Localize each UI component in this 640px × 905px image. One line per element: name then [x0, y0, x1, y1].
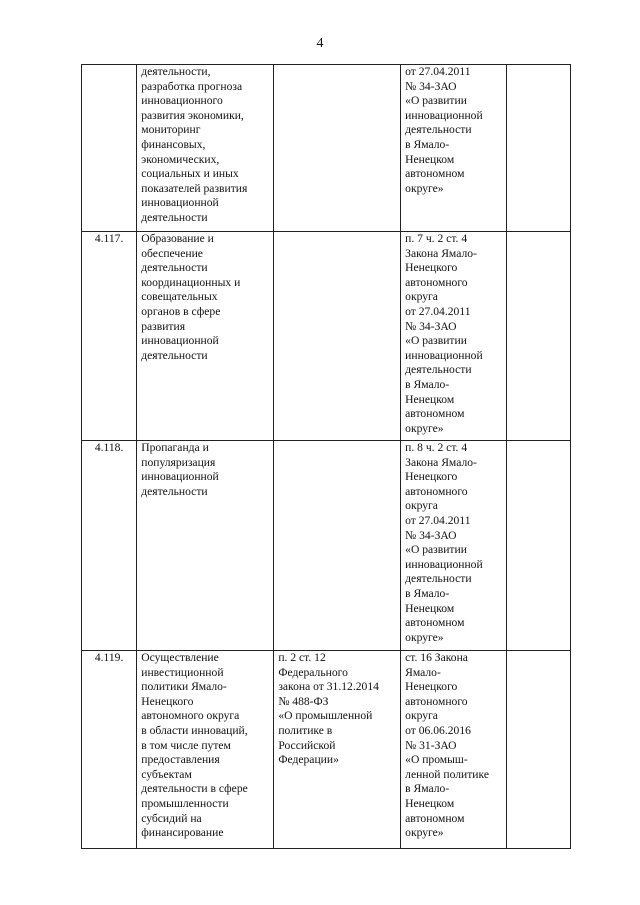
text-line: инновационной — [405, 348, 483, 362]
text-line: Российской — [278, 738, 336, 752]
federal-law-cell — [274, 441, 401, 651]
federal-law-cell — [274, 232, 401, 441]
text-line: политике в — [278, 723, 333, 737]
text-line: инновационной — [141, 196, 219, 210]
text-line: субъектам — [141, 767, 192, 781]
text-line: № 34-ЗАО — [405, 79, 457, 93]
text-line: органов в сфере — [141, 304, 221, 318]
text-line: № 34-ЗАО — [405, 319, 457, 333]
text-line: промышленности — [141, 796, 229, 810]
text-line: совещательных — [141, 290, 218, 304]
text-line: в Ямало- — [405, 377, 450, 391]
row-number-cell: 4.119. — [82, 651, 137, 849]
text-line: инновационной — [405, 557, 483, 571]
text-line: субсидий на — [141, 811, 202, 825]
regional-law-cell — [401, 651, 506, 849]
text-line: автономном — [405, 811, 465, 825]
text-line: Ненецком — [405, 392, 455, 406]
text-line: инновационной — [405, 108, 483, 122]
power-name-cell — [137, 65, 274, 232]
text-line: деятельности — [405, 363, 472, 377]
extra-cell — [506, 65, 570, 232]
text-line: округе» — [405, 421, 444, 435]
row-number-cell: 4.118. — [82, 441, 137, 651]
text-line: автономном — [405, 167, 465, 181]
text-line: закона от 31.12.2014 — [278, 680, 379, 694]
text-line: разработка прогноза — [141, 79, 243, 93]
page-number: 4 — [316, 36, 324, 51]
row-number-cell: 4.117. — [82, 232, 137, 441]
regional-law-cell — [401, 65, 506, 232]
text-line: в области инноваций, — [141, 723, 248, 737]
text-line: в Ямало- — [405, 137, 450, 151]
extra-cell — [506, 651, 570, 849]
text-line: п. 7 ч. 2 ст. 4 — [405, 232, 468, 245]
text-line: «О развитии — [405, 94, 467, 108]
text-line: ст. 16 Закона — [405, 651, 468, 664]
text-line: популяризация — [141, 455, 216, 469]
text-line: Ненецком — [405, 796, 455, 810]
text-line: деятельности — [141, 261, 208, 275]
text-line: округе» — [405, 826, 444, 840]
table-row — [82, 651, 571, 849]
power-name-cell — [137, 441, 274, 651]
text-line: развития — [141, 319, 186, 333]
text-line: в Ямало- — [405, 782, 450, 796]
text-line: экономических, — [141, 152, 220, 166]
federal-law-cell — [274, 65, 401, 232]
text-line: округа — [405, 499, 438, 513]
text-line: автономного — [405, 694, 468, 708]
text-line: округа — [405, 709, 438, 723]
text-line: округа — [405, 290, 438, 304]
text-line: автономного — [405, 275, 468, 289]
text-line: «О промыш- — [405, 753, 468, 767]
text-line: № 31-ЗАО — [405, 738, 457, 752]
text-line: Ненецкого — [405, 261, 458, 275]
table-row — [82, 441, 571, 651]
extra-cell — [506, 232, 570, 441]
regional-law-cell — [401, 441, 506, 651]
extra-cell — [506, 441, 570, 651]
text-line: в Ямало- — [405, 586, 450, 600]
text-line: деятельности — [141, 210, 208, 224]
text-line: округе» — [405, 630, 444, 644]
text-line: Федерации» — [278, 753, 339, 767]
text-line: показателей развития — [141, 181, 248, 195]
text-line: п. 8 ч. 2 ст. 4 — [405, 441, 468, 454]
text-line: Ненецкого — [405, 470, 458, 484]
text-line: финансирование — [141, 826, 224, 840]
table-row — [82, 65, 571, 232]
text-line: «О промышленной — [278, 709, 373, 723]
table-row — [82, 232, 571, 441]
text-line: Ненецком — [405, 152, 455, 166]
text-line: Ненецком — [405, 601, 455, 615]
text-line: деятельности — [141, 484, 208, 498]
text-line: деятельности — [141, 348, 208, 362]
text-line: обеспечение — [141, 246, 203, 260]
text-line: Осуществление — [141, 651, 219, 664]
federal-law-cell — [274, 651, 401, 849]
row-number-cell — [82, 65, 137, 232]
text-line: Образование и — [141, 232, 214, 245]
text-line: автономном — [405, 616, 465, 630]
text-line: в том числе путем — [141, 738, 231, 752]
text-line: Закона Ямало- — [405, 246, 477, 260]
text-line: от 27.04.2011 — [405, 65, 471, 78]
power-name-cell — [137, 232, 274, 441]
text-line: от 27.04.2011 — [405, 304, 471, 318]
text-line: «О развитии — [405, 334, 467, 348]
text-line: Ненецкого — [141, 694, 194, 708]
text-line: Федерального — [278, 665, 348, 679]
text-line: от 27.04.2011 — [405, 513, 471, 527]
text-line: социальных и иных — [141, 167, 239, 181]
text-line: № 488-ФЗ — [278, 694, 329, 708]
text-line: координационных и — [141, 275, 241, 289]
power-name-cell — [137, 651, 274, 849]
text-line: развития экономики, — [141, 108, 244, 122]
text-line: политики Ямало- — [141, 680, 227, 694]
text-line: инновационной — [141, 470, 219, 484]
text-line: Ненецкого — [405, 680, 458, 694]
text-line: п. 2 ст. 12 — [278, 651, 326, 664]
regional-law-cell — [401, 232, 506, 441]
text-line: инновационного — [141, 94, 223, 108]
text-line: Закона Ямало- — [405, 455, 477, 469]
text-line: мониторинг — [141, 123, 201, 137]
text-line: деятельности, — [141, 65, 211, 78]
text-line: инвестиционной — [141, 665, 224, 679]
text-line: автономного округа — [141, 709, 240, 723]
text-line: «О развитии — [405, 543, 467, 557]
competencies-table — [81, 64, 571, 849]
text-line: Ямало- — [405, 665, 441, 679]
text-line: предоставления — [141, 753, 220, 767]
text-line: автономном — [405, 407, 465, 421]
text-line: Пропаганда и — [141, 441, 209, 454]
text-line: ленной политике — [405, 767, 489, 781]
text-line: от 06.06.2016 — [405, 723, 471, 737]
text-line: № 34-ЗАО — [405, 528, 457, 542]
text-line: округе» — [405, 181, 444, 195]
text-line: деятельности — [405, 572, 472, 586]
text-line: деятельности — [405, 123, 472, 137]
text-line: автономного — [405, 484, 468, 498]
text-line: деятельности в сфере — [141, 782, 248, 796]
text-line: финансовых, — [141, 137, 206, 151]
text-line: инновационной — [141, 334, 219, 348]
